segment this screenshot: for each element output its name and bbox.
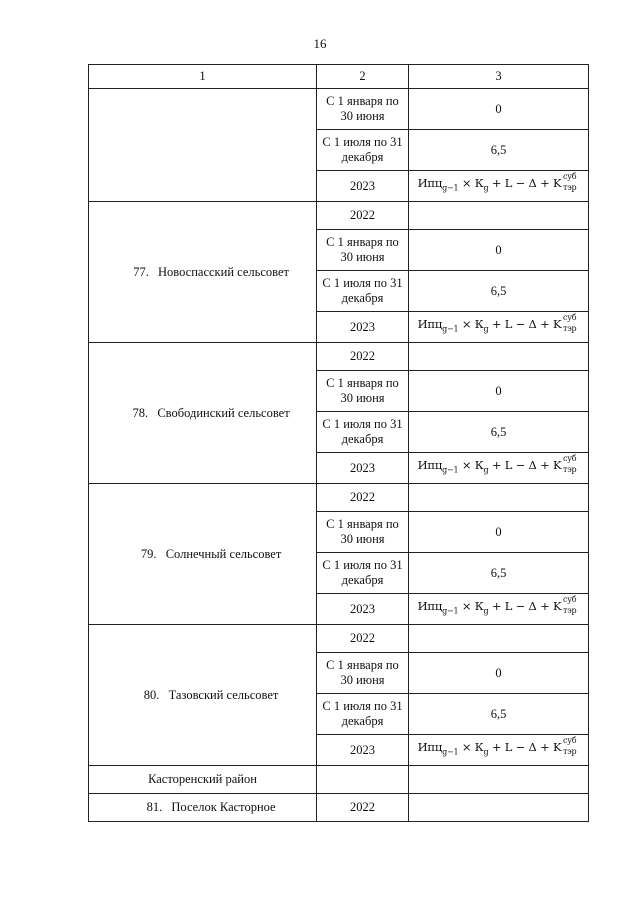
- table-row: [89, 89, 589, 130]
- year-cell: 2023: [317, 171, 409, 202]
- entry-name-cell: 79. Солнечный сельсовет: [89, 484, 317, 625]
- header-col-3: 3: [409, 65, 589, 89]
- value-cell: 0: [409, 89, 589, 130]
- continued-name-cell: [89, 89, 317, 202]
- empty-cell: [409, 343, 589, 371]
- year-cell: 2022: [317, 484, 409, 512]
- header-col-2: 2: [317, 65, 409, 89]
- period-cell: С 1 января по 30 июня: [317, 371, 409, 412]
- value-cell: 6,5: [409, 271, 589, 312]
- region-name: Касторенский район: [89, 766, 317, 794]
- page-number: 16: [313, 36, 327, 51]
- value-cell: 0: [409, 653, 589, 694]
- value-cell: 0: [409, 512, 589, 553]
- header-col-1: 1: [89, 65, 317, 89]
- table-row: [89, 202, 589, 230]
- region-row: [89, 766, 589, 794]
- year-cell: 2022: [317, 794, 409, 822]
- entry-name-cell: 81. Поселок Касторное: [89, 794, 317, 822]
- formula: $Ипц_{g-1} \times К_g + L - \Delta + K$ суб тэр: [417, 172, 577, 193]
- formula: $Ипц_{g-1} \times К_g + L - \Delta + K$ суб тэр: [417, 313, 577, 334]
- value-cell: 6,5: [409, 130, 589, 171]
- formula-cell: [409, 171, 589, 202]
- period-cell: С 1 января по 30 июня: [317, 512, 409, 553]
- value-cell: 6,5: [409, 412, 589, 453]
- value-cell: 0: [409, 371, 589, 412]
- year-cell: 2022: [317, 343, 409, 371]
- empty-cell: [317, 766, 409, 794]
- entry-name-cell: 78. Свободинский сельсовет: [89, 343, 317, 484]
- value-cell: 6,5: [409, 553, 589, 594]
- table-row: [89, 343, 589, 371]
- period-cell: С 1 июля по 31 декабря: [317, 130, 409, 171]
- year-cell: 2023: [317, 453, 409, 484]
- tariff-table: [88, 64, 589, 822]
- period-cell: С 1 июля по 31 декабря: [317, 412, 409, 453]
- formula: $Ипц_{g-1} \times К_g + L - \Delta + K$ суб тэр: [417, 595, 577, 616]
- entry-name-cell: 80. Тазовский сельсовет: [89, 625, 317, 766]
- period-cell: С 1 января по 30 июня: [317, 653, 409, 694]
- formula: $Ипц_{g-1} \times К_g + L - \Delta + K$ суб тэр: [417, 454, 577, 475]
- period-cell: С 1 января по 30 июня: [317, 230, 409, 271]
- header-row: [89, 65, 589, 89]
- value-cell: 6,5: [409, 694, 589, 735]
- period-cell: С 1 июля по 31 декабря: [317, 694, 409, 735]
- formula-cell: [409, 312, 589, 343]
- period-cell: С 1 января по 30 июня: [317, 89, 409, 130]
- table-row: [89, 484, 589, 512]
- entry-name-cell: 77. Новоспасский сельсовет: [89, 202, 317, 343]
- empty-cell: [409, 794, 589, 822]
- table-row: [89, 625, 589, 653]
- formula: $Ипц_{g-1} \times К_g + L - \Delta + K$ суб тэр: [417, 736, 577, 757]
- formula-cell: [409, 735, 589, 766]
- empty-cell: [409, 202, 589, 230]
- table-row: [89, 794, 589, 822]
- empty-cell: [409, 484, 589, 512]
- formula-cell: [409, 594, 589, 625]
- empty-cell: [409, 625, 589, 653]
- period-cell: С 1 июля по 31 декабря: [317, 271, 409, 312]
- year-cell: 2022: [317, 202, 409, 230]
- value-cell: 0: [409, 230, 589, 271]
- year-cell: 2023: [317, 594, 409, 625]
- formula-cell: [409, 453, 589, 484]
- empty-cell: [409, 766, 589, 794]
- year-cell: 2023: [317, 735, 409, 766]
- period-cell: С 1 июля по 31 декабря: [317, 553, 409, 594]
- year-cell: 2022: [317, 625, 409, 653]
- year-cell: 2023: [317, 312, 409, 343]
